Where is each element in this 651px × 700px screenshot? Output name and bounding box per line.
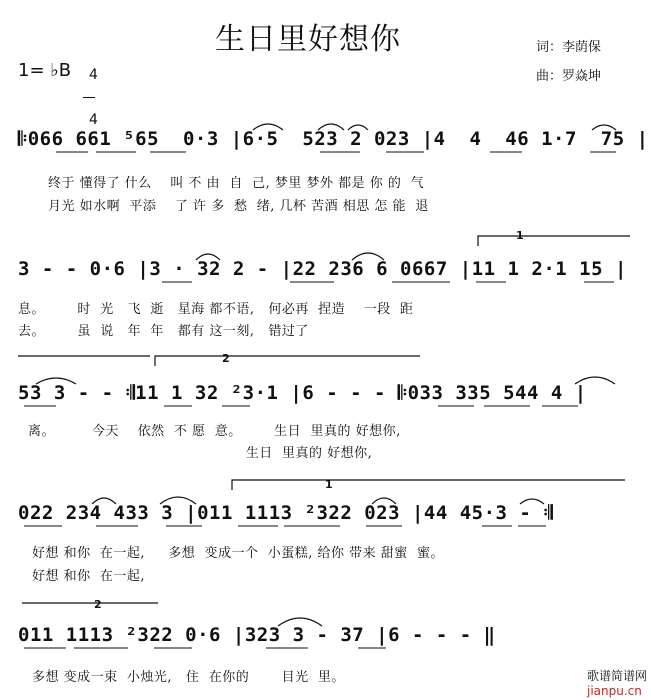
lyric-row-2-verse-2: 去。 虽 说 年 年 都有 这一刻, 错过了 [18, 324, 309, 339]
staff-row-3: 53 3 - - 𝄇11 1 32 ²3·1 |6 - - - 𝄆033 335 544 4 | [18, 382, 587, 404]
lyric-row-3-verse-1: 离。 今天 依然 不 愿 意。 生日 里真的 好想你, [28, 424, 401, 439]
lyric-row-1-verse-1: 终于 懂得了 什么 叫 不 由 自 己, 梦里 梦外 都是 你 的 气 [48, 176, 425, 191]
watermark [579, 653, 647, 698]
volta-2-row-3: 2 [222, 352, 230, 365]
staff-row-1: 𝄆066 661 ⁵65 0·3 |6·5 523 2 023 |4 4 46 1·7 75 | [18, 128, 649, 150]
volta-2-row-5: 2 [94, 598, 102, 611]
lyric-row-3-verse-2: 生日 里真的 好想你, [28, 446, 373, 461]
meter-divider [83, 97, 95, 98]
time-signature [80, 54, 98, 127]
volta-bracket-2a [155, 356, 420, 366]
watermark-site: 歌谱简谱网 [586, 669, 647, 683]
lyric-row-5-verse-1: 多想 变成一束 小烛光, 住 在你的 目光 里。 [32, 670, 345, 685]
staff-row-5: 011 1113 ²322 0·6 |323 3 - 37 |6 - - - ‖ [18, 624, 496, 646]
lyric-row-4-verse-2: 好想 和你 在一起, [32, 569, 146, 584]
lyric-row-4-verse-1: 好想 和你 在一起, 多想 变成一个 小蛋糕, 给你 带来 甜蜜 蜜。 [32, 546, 445, 561]
volta-bracket-1c [232, 480, 625, 490]
watermark-domain: jianpu.cn [586, 684, 642, 698]
meter-bottom: 4 [88, 112, 98, 128]
meter-top: 4 [88, 67, 98, 83]
composer-credit: 曲：罗焱坤 [536, 69, 602, 84]
volta-bracket-1a [478, 236, 630, 246]
song-title: 生日里好想你 [215, 22, 401, 57]
volta-1-row-4: 1 [325, 478, 333, 491]
staff-row-2: 3 - - 0·6 |3 · 32 2 - |22 236 6 0667 |11 1 2·1 15 | [18, 258, 627, 280]
lyric-row-2-verse-1: 息。 时 光 飞 逝 星海 都不语, 何必再 捏造 一段 距 [18, 302, 414, 317]
volta-1-row-2: 1 [516, 229, 524, 242]
lyric-row-1-verse-2: 月光 如水啊 平添 了 许 多 愁 绪, 几杯 苦酒 相思 怎 能 退 [48, 199, 429, 214]
key-signature: 1= ♭B [18, 60, 72, 81]
lyricist-credit: 词：李荫保 [536, 40, 602, 55]
staff-row-4: 022 234 433 3 |011 1113 ²322 023 |44 45·3 - 𝄇 [18, 502, 554, 524]
